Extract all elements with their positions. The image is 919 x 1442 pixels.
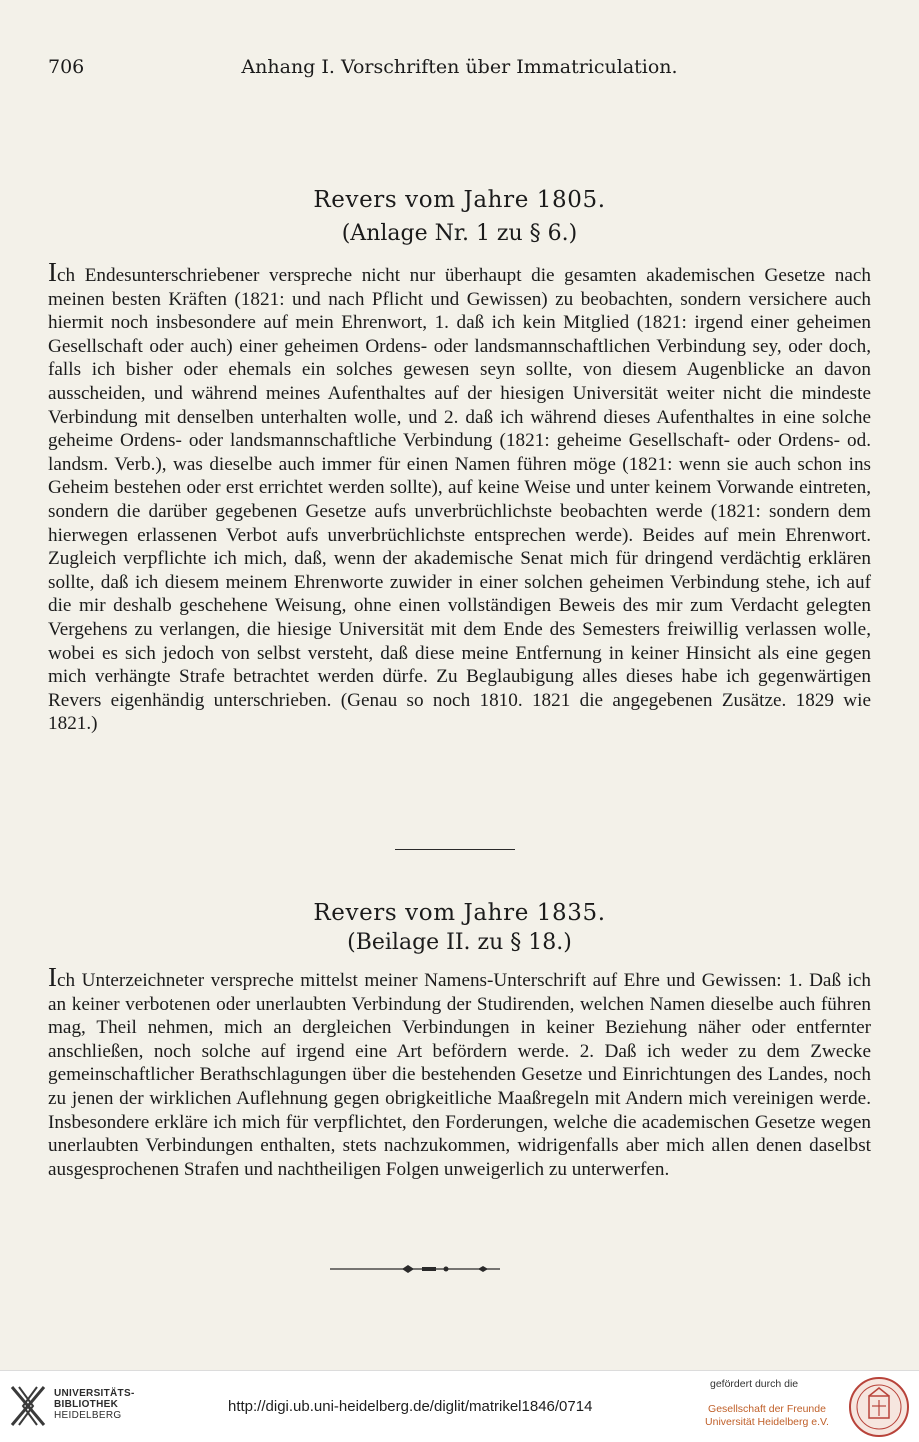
university-seal-icon xyxy=(848,1376,910,1438)
page-number: 706 xyxy=(48,56,85,78)
drop-initial: I xyxy=(48,257,57,287)
section-divider xyxy=(395,849,515,850)
running-title: Anhang I. Vorschriften über Immatriculation. xyxy=(241,56,678,78)
section-1835-body xyxy=(48,962,871,1181)
section-1835-text: ch Unterzeichneter verspreche mittelst meiner Namens-Unterschrift auf Ehre und Gewissen: 1. Daß ich an keiner verbotenen oder unerlaubten Verbindung der Studirenden, welchen Namen dieselbe auch führen mag, Theil nehmen, mich an dergleichen Verbindungen in keiner Beziehung näher oder entfernter anschließen, noch solche auf irgend eine Art befördern werde. 2. Daß ich weder zu dem Zwecke gemeinschaftlicher Berathschlagungen über die bestehenden Gesetze und Einrichtungen des Landes, noch zu jenen der wirklichen Auflehnung gegen obrigkeitliche Maaßregeln mit Andern mich vereinigen werde. Insbesondere erkläre ich mich für verpflichtet, den Forderungen, welche die academischen Gesetze wegen unerlaubten Verbindungen enthalten, stets nachzukommen, widrigenfalls aber mich allen denen daselbst ausgesprochenen Strafen und nachtheiligen Folgen unweigerlich zu unterwerfen. xyxy=(48,970,871,1180)
funded-by-label: gefördert durch die xyxy=(710,1378,799,1390)
end-ornament xyxy=(330,1262,500,1276)
source-url-link[interactable]: http://digi.ub.uni-heidelberg.de/diglit/matrikel1846/0714 xyxy=(228,1398,593,1415)
digitization-footer xyxy=(0,1370,919,1442)
section-1805-subtitle: (Anlage Nr. 1 zu § 6.) xyxy=(341,221,578,246)
section-1805-text: ch Endesunterschriebener verspreche nicht nur überhaupt die gesamten akademischen Gesetze nach meinen besten Kräften (1821: und nach Pflicht und Gewissen) zu beobachten, sondern versichere auch hiermit noch insbesondere auf mein Ehrenwort, 1. daß ich kein Mitglied (1821: irgend einer geheimen Gesellschaft oder auch) einer geheimen Ordens- oder landsmannschaftlichen Verbindung sey, oder doch, falls ich bisher oder ehemals ein solches gewesen seyn sollte, von diesem Augenblicke an davon ausscheiden, und während meines Aufenthaltes auf der hiesigen Universität weiter nicht die mindeste Verbindung mit denselben unterhalten wolle, und 2. daß ich während dieses Aufenthaltes in eine solche geheime Ordens- oder landsmannschaftliche Verbindung (1821: geheime Gesellschaft- oder Ordens- od. landsm. Verb.), was dieselbe auch immer für einen Namen führen möge (1821: wenn sie auch schon ins Geheim bestehen oder erst errichtet werden sollte), auf keine Weise und unter keinem Vorwande eintreten, sondern die darüber gegebenen Gesetze aufs unverbrüchlichste beobachten werde (1821: sondern dem hierwegen erlassenen Verbot aufs unverbrüchlichste entsprechen werde). Beides auf mein Ehrenwort. Zugleich verpflichte ich mich, daß, wenn der akademische Senat mich für dringend verdächtig erklären sollte, daß ich diesem meinem Ehrenworte zuwider in einer solchen geheimen Verbindung stehe, ich auf die mir deshalb geschehene Weisung, ohne einen vollständigen Beweis des mir zum Verdacht gelegten Vergehens zu verlangen, die hiesige Universität mit dem Ende des Semesters freiwillig verlassen wolle, wobei es sich jedoch von selbst versteht, daß diese meine Entfernung in keiner Hinsicht als eine gegen mich verhängte Strafe betrachtet werden dürfe. Zu Beglaubigung alles dieses habe ich gegenwärtigen Revers eigenhändig unterschrieben. (Genau so noch 1810. 1821 die angegebenen Zusätze. 1829 wie 1821.) xyxy=(48,265,871,735)
library-logo-icon xyxy=(8,1383,48,1429)
section-1835-title: Revers vom Jahre 1835. xyxy=(313,900,606,926)
society-name: Gesellschaft der Freunde Universität Heidelberg e.V. xyxy=(705,1403,829,1428)
page-header xyxy=(48,56,871,86)
drop-initial: I xyxy=(48,962,57,992)
library-name: UNIVERSITÄTS- BIBLIOTHEK HEIDELBERG xyxy=(54,1388,135,1421)
section-1805-title: Revers vom Jahre 1805. xyxy=(313,187,606,213)
section-1805-body xyxy=(48,257,871,736)
section-1835-subtitle: (Beilage II. zu § 18.) xyxy=(347,930,572,955)
